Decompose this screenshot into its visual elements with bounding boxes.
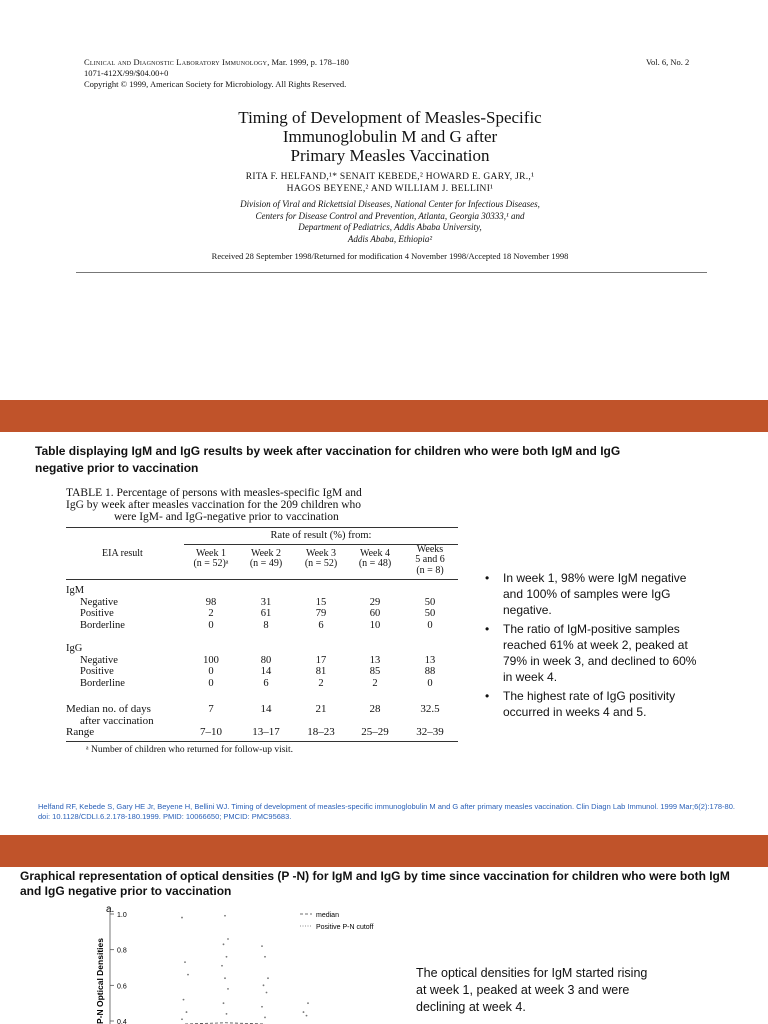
cell: 10 (369, 619, 381, 631)
cell: 6 (318, 619, 324, 631)
title-line: Immunoglobulin M and G after (282, 127, 498, 146)
median-label-line: Median no. of days (66, 703, 151, 715)
bullet-icon: • (485, 689, 490, 703)
panel-label: a. (106, 904, 115, 915)
cell: 0 (208, 666, 214, 677)
cell: 32–39 (416, 726, 444, 738)
cell: 0 (208, 677, 214, 689)
cell: 13 (424, 654, 436, 666)
cell: 13 (369, 654, 381, 666)
cell: 29 (369, 596, 381, 608)
data-point (227, 938, 229, 940)
affiliation-line: Department of Pediatrics, Addis Ababa University, (298, 222, 482, 232)
section-heading: Graphical representation of optical densities (P -N) for IgM and IgG by time since vaccination for children who were both IgM and IgG negative prior to vaccination (20, 869, 730, 898)
table-row (66, 620, 458, 632)
cell: 50 (424, 596, 436, 608)
bullet-text: The highest rate of IgG positivity occurred in weeks 4 and 5. (503, 689, 676, 719)
table-row (66, 689, 458, 727)
table-row (66, 678, 458, 690)
header-divider (76, 272, 707, 273)
authors-line: RITA F. HELFAND,¹* SENAIT KEBEDE,² HOWARD E. GARY, JR.,¹ (245, 172, 535, 182)
section-heading: Table displaying IgM and IgG results by week after vaccination for children who were both IgM and IgG negative prior to vaccination (35, 444, 621, 475)
y-tick-label: 0.6 (117, 983, 127, 991)
cell: 88 (424, 666, 436, 677)
col-head-line: Week 1 (195, 547, 226, 559)
group-label-igm: IgM (66, 585, 85, 596)
row-label: Positive (80, 666, 114, 677)
y-tick-label: 0.4 (117, 1019, 127, 1024)
row-label: Negative (80, 596, 118, 608)
y-tick-label: 0.8 (117, 947, 127, 955)
data-point (187, 974, 189, 976)
y-tick-label: 1.0 (117, 912, 127, 919)
data-point (266, 992, 268, 994)
affiliation-line: Addis Ababa, Ethiopia² (347, 233, 433, 244)
cell: 32.5 (420, 703, 440, 715)
y-axis-label: P-N Optical Densities (95, 938, 105, 1024)
table-row (66, 608, 458, 620)
affiliation-line: Division of Viral and Rickettsial Diseases, National Center for Infectious Diseases, (240, 199, 540, 209)
list-item (483, 688, 708, 720)
bullet-text: The ratio of IgM-positive samples reached 61% at week 2, peaked at 79% in week 3, and declined to 60% in week 4. (503, 622, 697, 684)
cell: 14 (260, 666, 272, 677)
table-row (66, 597, 458, 609)
cell: 0 (208, 619, 214, 631)
data-point (264, 1017, 266, 1019)
cell: 98 (205, 596, 217, 608)
cell: 80 (260, 654, 272, 666)
cell: 7 (208, 703, 214, 715)
legend-cutoff-label: Positive P-N cutoff (316, 924, 374, 931)
table-title-line: were IgM- and IgG-negative prior to vaccination (114, 511, 339, 523)
journal-name: Clinical and Diagnostic Laboratory Immunology (84, 57, 268, 67)
data-point (223, 1002, 225, 1004)
bullet-icon: • (485, 571, 490, 585)
column-header (348, 545, 402, 577)
title-line: Timing of Development of Measles-Specific (238, 108, 542, 127)
data-point (221, 965, 223, 967)
scatter-points (181, 915, 309, 1020)
cell: 81 (315, 666, 327, 677)
data-point (306, 1015, 308, 1017)
affiliation-line: Centers for Disease Control and Prevention, Atlanta, Georgia 30333,¹ and (255, 210, 525, 221)
legend-median-label: median (316, 912, 339, 919)
median-label-line: after vaccination (80, 714, 154, 727)
cell: 100 (203, 654, 219, 666)
bullet-icon: • (485, 622, 490, 636)
row-label: Positive (80, 608, 114, 619)
list-item (483, 621, 708, 685)
key-findings-list (483, 570, 708, 723)
table-title-line: TABLE 1. Percentage of persons with measles-specific IgM and (66, 487, 362, 499)
title-line: Primary Measles Vaccination (290, 146, 490, 165)
row-label: Borderline (80, 619, 125, 631)
data-point (261, 1006, 263, 1008)
col-head-line: (n = 48) (358, 558, 392, 569)
column-header (184, 545, 238, 577)
section-divider-bar (0, 400, 768, 432)
cell: 85 (369, 666, 381, 677)
received-dates: Received 28 September 1998/Returned for modification 4 November 1998/Accepted 18 November 1998 (211, 251, 569, 261)
table-header-eia: EIA result (102, 547, 143, 559)
cell: 21 (315, 703, 327, 715)
cell: 0 (427, 619, 433, 631)
journal-citation-header (84, 57, 349, 90)
optical-density-chart (90, 900, 390, 1024)
table-title (66, 487, 458, 523)
column-header (238, 545, 294, 577)
cell: 14 (260, 703, 272, 715)
cell: 60 (369, 608, 381, 619)
data-point (224, 977, 226, 979)
cell: 2 (318, 677, 324, 689)
column-header (294, 545, 348, 577)
cell: 0 (427, 677, 433, 689)
journal-issue: , Mar. 1999, p. 178–180 (267, 57, 349, 67)
affiliations (160, 199, 620, 245)
cell: 25–29 (361, 726, 389, 738)
row-label: Range (66, 726, 95, 738)
data-table (66, 487, 458, 755)
data-point (184, 961, 186, 963)
cell: 79 (315, 608, 327, 619)
table-row (66, 666, 458, 678)
cell: 61 (260, 608, 272, 619)
chart-legend (300, 912, 374, 931)
col-head-line: Week 2 (250, 547, 281, 559)
cell: 18–23 (307, 726, 335, 738)
cell: 6 (263, 677, 269, 689)
col-head-line: Weeks (416, 543, 444, 555)
data-point (303, 1011, 305, 1013)
col-head-line: Week 4 (359, 547, 390, 559)
cell: 15 (315, 596, 327, 608)
data-point (186, 1011, 188, 1013)
col-head-line: 5 and 6 (415, 554, 445, 565)
table-row (66, 727, 458, 739)
section-divider-bar (0, 835, 768, 867)
data-point (227, 988, 229, 990)
row-label (66, 689, 184, 727)
cell: 2 (208, 608, 214, 619)
cell: 13–17 (252, 726, 280, 738)
row-label: Negative (80, 654, 118, 666)
data-point (307, 1002, 309, 1004)
column-header (402, 545, 458, 577)
group-label-igg: IgG (66, 643, 83, 654)
table-row (66, 655, 458, 667)
reference-citation: Helfand RF, Kebede S, Gary HE Jr, Beyene H, Bellini WJ. Timing of development of measles-specific immunoglobulin M and G after primary measles vaccination. Clin Diagn Lab Immunol. 1999 Mar;6(2):178-80. doi: 10.1128/CDLI.6.2.178-180.1999. PMID: 10066650; PMCID: PMC95683. (38, 802, 735, 821)
y-axis-ticks (110, 912, 127, 1024)
col-head-line: (n = 52) (304, 558, 338, 569)
author-list (160, 171, 620, 195)
cell: 17 (315, 654, 327, 666)
authors-line: HAGOS BEYENE,² AND WILLIAM J. BELLINI¹ (286, 184, 494, 194)
data-point (226, 956, 228, 958)
issn: 1071-412X/99/$04.00+0 (84, 68, 169, 78)
data-point (261, 945, 263, 947)
col-head-line: (n = 8) (416, 564, 444, 576)
table-rule (66, 741, 458, 742)
chart-description: The optical densities for IgM started rising at week 1, peaked at week 3 and were declining at week 4. (416, 966, 648, 1014)
table-footnote: ᵃ Number of children who returned for follow-up visit. (86, 744, 294, 755)
results-table (66, 528, 458, 739)
data-point (226, 1013, 228, 1015)
col-head-line: (n = 52)ᵃ (193, 558, 229, 569)
data-point (183, 999, 185, 1001)
data-point (264, 956, 266, 958)
volume-number: Vol. 6, No. 2 (646, 57, 690, 67)
data-point (223, 943, 225, 945)
cell: 7–10 (200, 726, 222, 738)
cell: 31 (260, 596, 272, 608)
data-point (263, 984, 265, 986)
data-point (224, 915, 226, 917)
cell: 28 (369, 703, 381, 715)
paper-title (160, 108, 620, 165)
row-label: Borderline (80, 677, 125, 689)
data-point (181, 1018, 183, 1020)
cell: 8 (263, 619, 269, 631)
copyright: Copyright © 1999, American Society for Microbiology. All Rights Reserved. (84, 79, 347, 89)
bullet-text: In week 1, 98% were IgM negative and 100% of samples were IgG negative. (503, 571, 687, 617)
cell: 50 (424, 608, 436, 619)
col-head-line: Week 3 (305, 547, 336, 559)
data-point (181, 917, 183, 919)
data-point (267, 977, 269, 979)
cell: 2 (372, 677, 378, 689)
list-item (483, 570, 708, 618)
col-head-line: (n = 49) (249, 558, 283, 569)
table-title-line: IgG by week after measles vaccination for the 209 children who (66, 499, 362, 511)
table-spanner: Rate of result (%) from: (270, 530, 372, 541)
